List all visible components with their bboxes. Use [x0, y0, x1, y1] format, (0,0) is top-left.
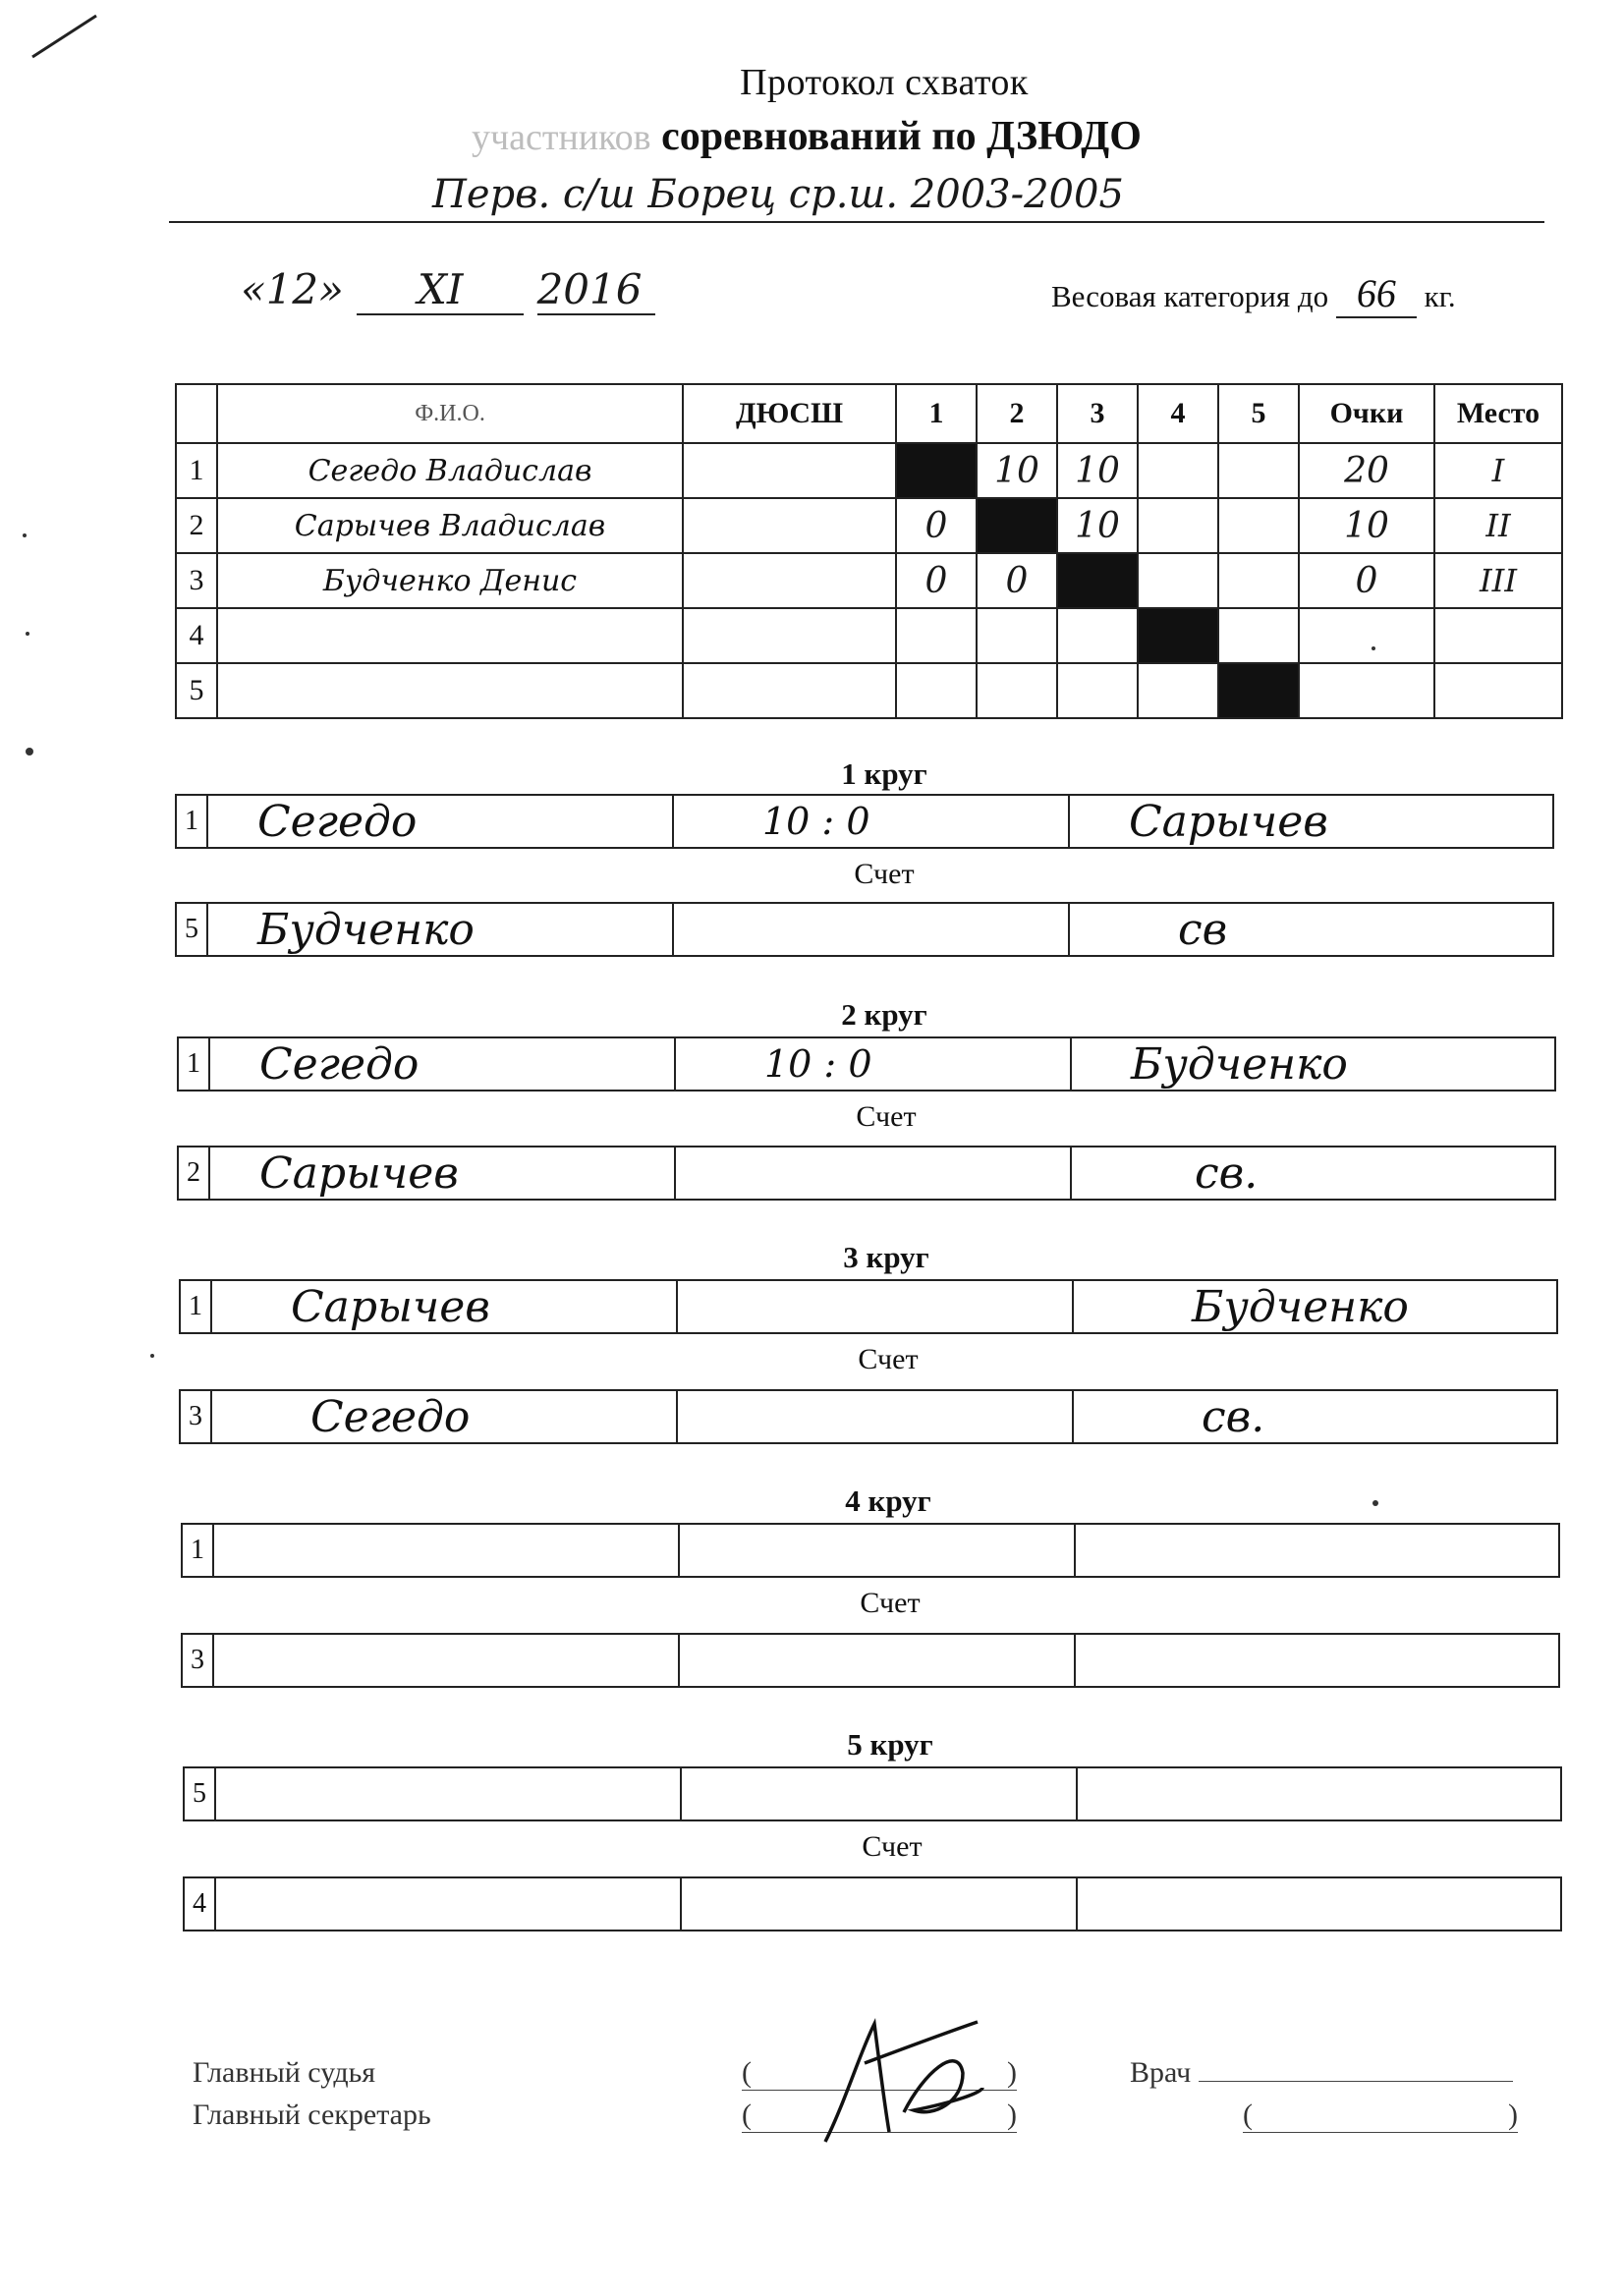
bout-left: Сегедо — [212, 1391, 678, 1442]
score-cell: 0 — [977, 553, 1057, 608]
athlete-name: Будченко Денис — [217, 553, 683, 608]
points-cell: 20 — [1299, 443, 1434, 498]
bout-number: 1 — [179, 1038, 210, 1090]
row-number: 2 — [176, 498, 217, 553]
date-day: «12» — [241, 265, 344, 313]
subtitle-bold: соревнований по ДЗЮДО — [661, 114, 1142, 159]
score-cell: 0 — [896, 553, 977, 608]
bout-number: 1 — [181, 1281, 212, 1332]
score-label: Счет — [858, 1343, 919, 1375]
bout-left: Сарычев — [210, 1148, 676, 1199]
bout-right: Сарычев — [1129, 796, 1328, 847]
secretary-signature-field: ( ) — [742, 2099, 1017, 2131]
place-cell: I — [1434, 443, 1562, 498]
score-label: Счет — [862, 1830, 923, 1863]
header-school: ДЮСШ — [683, 384, 896, 443]
points-cell: 10 — [1299, 498, 1434, 553]
bout-right: св. — [1202, 1391, 1265, 1442]
weight-label: Весовая категория до — [1051, 279, 1329, 313]
bout-number: 1 — [177, 796, 208, 847]
row-number: 3 — [176, 553, 217, 608]
bout-right: св — [1178, 904, 1228, 955]
weight-unit: кг. — [1424, 279, 1456, 313]
header-r4: 4 — [1138, 384, 1218, 443]
bout-left: Сегедо — [210, 1038, 676, 1090]
place-cell: III — [1434, 553, 1562, 608]
doctor-signature-field: ( ) — [1243, 2099, 1518, 2131]
header-r3: 3 — [1057, 384, 1138, 443]
doctor-text: Врач — [1130, 2056, 1192, 2089]
round-title: 2 круг — [841, 997, 927, 1032]
date-year: 2016 — [537, 265, 655, 315]
bout-number: 5 — [185, 1768, 216, 1819]
bout-number: 5 — [177, 904, 208, 955]
bout-number: 3 — [183, 1635, 214, 1686]
header-fio: Ф.И.О. — [217, 384, 683, 443]
doc-title: Протокол схваток — [740, 62, 1029, 103]
weight-value: 66 — [1336, 270, 1417, 318]
bout-right: Будченко — [1131, 1038, 1348, 1090]
header-r2: 2 — [977, 384, 1057, 443]
header-r1: 1 — [896, 384, 977, 443]
chief-judge-label: Главный судья — [193, 2056, 376, 2089]
score-label: Счет — [854, 858, 915, 890]
round-title: 4 круг — [845, 1483, 931, 1518]
bout-number: 3 — [181, 1391, 212, 1442]
competition-name: Перв. с/ш Борец ср.ш. 2003-2005 — [432, 172, 1124, 217]
score-label: Счет — [856, 1100, 917, 1133]
bout-right: св. — [1195, 1148, 1259, 1199]
bout-number: 2 — [179, 1148, 210, 1199]
bout-score: 10 : 0 — [674, 796, 1070, 847]
date-month: XI — [357, 265, 524, 315]
header-points: Очки — [1299, 384, 1434, 443]
round-title: 5 круг — [847, 1727, 933, 1762]
points-cell: 0 — [1299, 553, 1434, 608]
bout-left: Сарычев — [212, 1281, 678, 1332]
header-place: Место — [1434, 384, 1562, 443]
row-number: 1 — [176, 443, 217, 498]
bout-left: Сегедо — [208, 796, 674, 847]
bout-number: 4 — [185, 1878, 216, 1930]
subtitle-faded: участников — [472, 117, 651, 158]
bout-number: 1 — [183, 1525, 214, 1576]
header-r5: 5 — [1218, 384, 1299, 443]
bout-left: Будченко — [208, 904, 674, 955]
place-cell: II — [1434, 498, 1562, 553]
row-number: 4 — [176, 608, 217, 663]
score-cell: 10 — [977, 443, 1057, 498]
score-cell: 10 — [1057, 443, 1138, 498]
row-number: 5 — [176, 663, 217, 718]
score-label: Счет — [860, 1587, 921, 1619]
bout-right: Будченко — [1192, 1281, 1409, 1332]
chief-secretary-label: Главный секретарь — [193, 2099, 431, 2131]
round-title: 3 круг — [843, 1240, 929, 1274]
athlete-name: Сарычев Владислав — [217, 498, 683, 553]
bout-score: 10 : 0 — [676, 1038, 1072, 1090]
athlete-name: Сегедо Владислав — [217, 443, 683, 498]
score-cell: 10 — [1057, 498, 1138, 553]
judge-signature-field: ( ) — [742, 2056, 1017, 2089]
round-title: 1 круг — [841, 756, 927, 791]
score-cell: 0 — [896, 498, 977, 553]
